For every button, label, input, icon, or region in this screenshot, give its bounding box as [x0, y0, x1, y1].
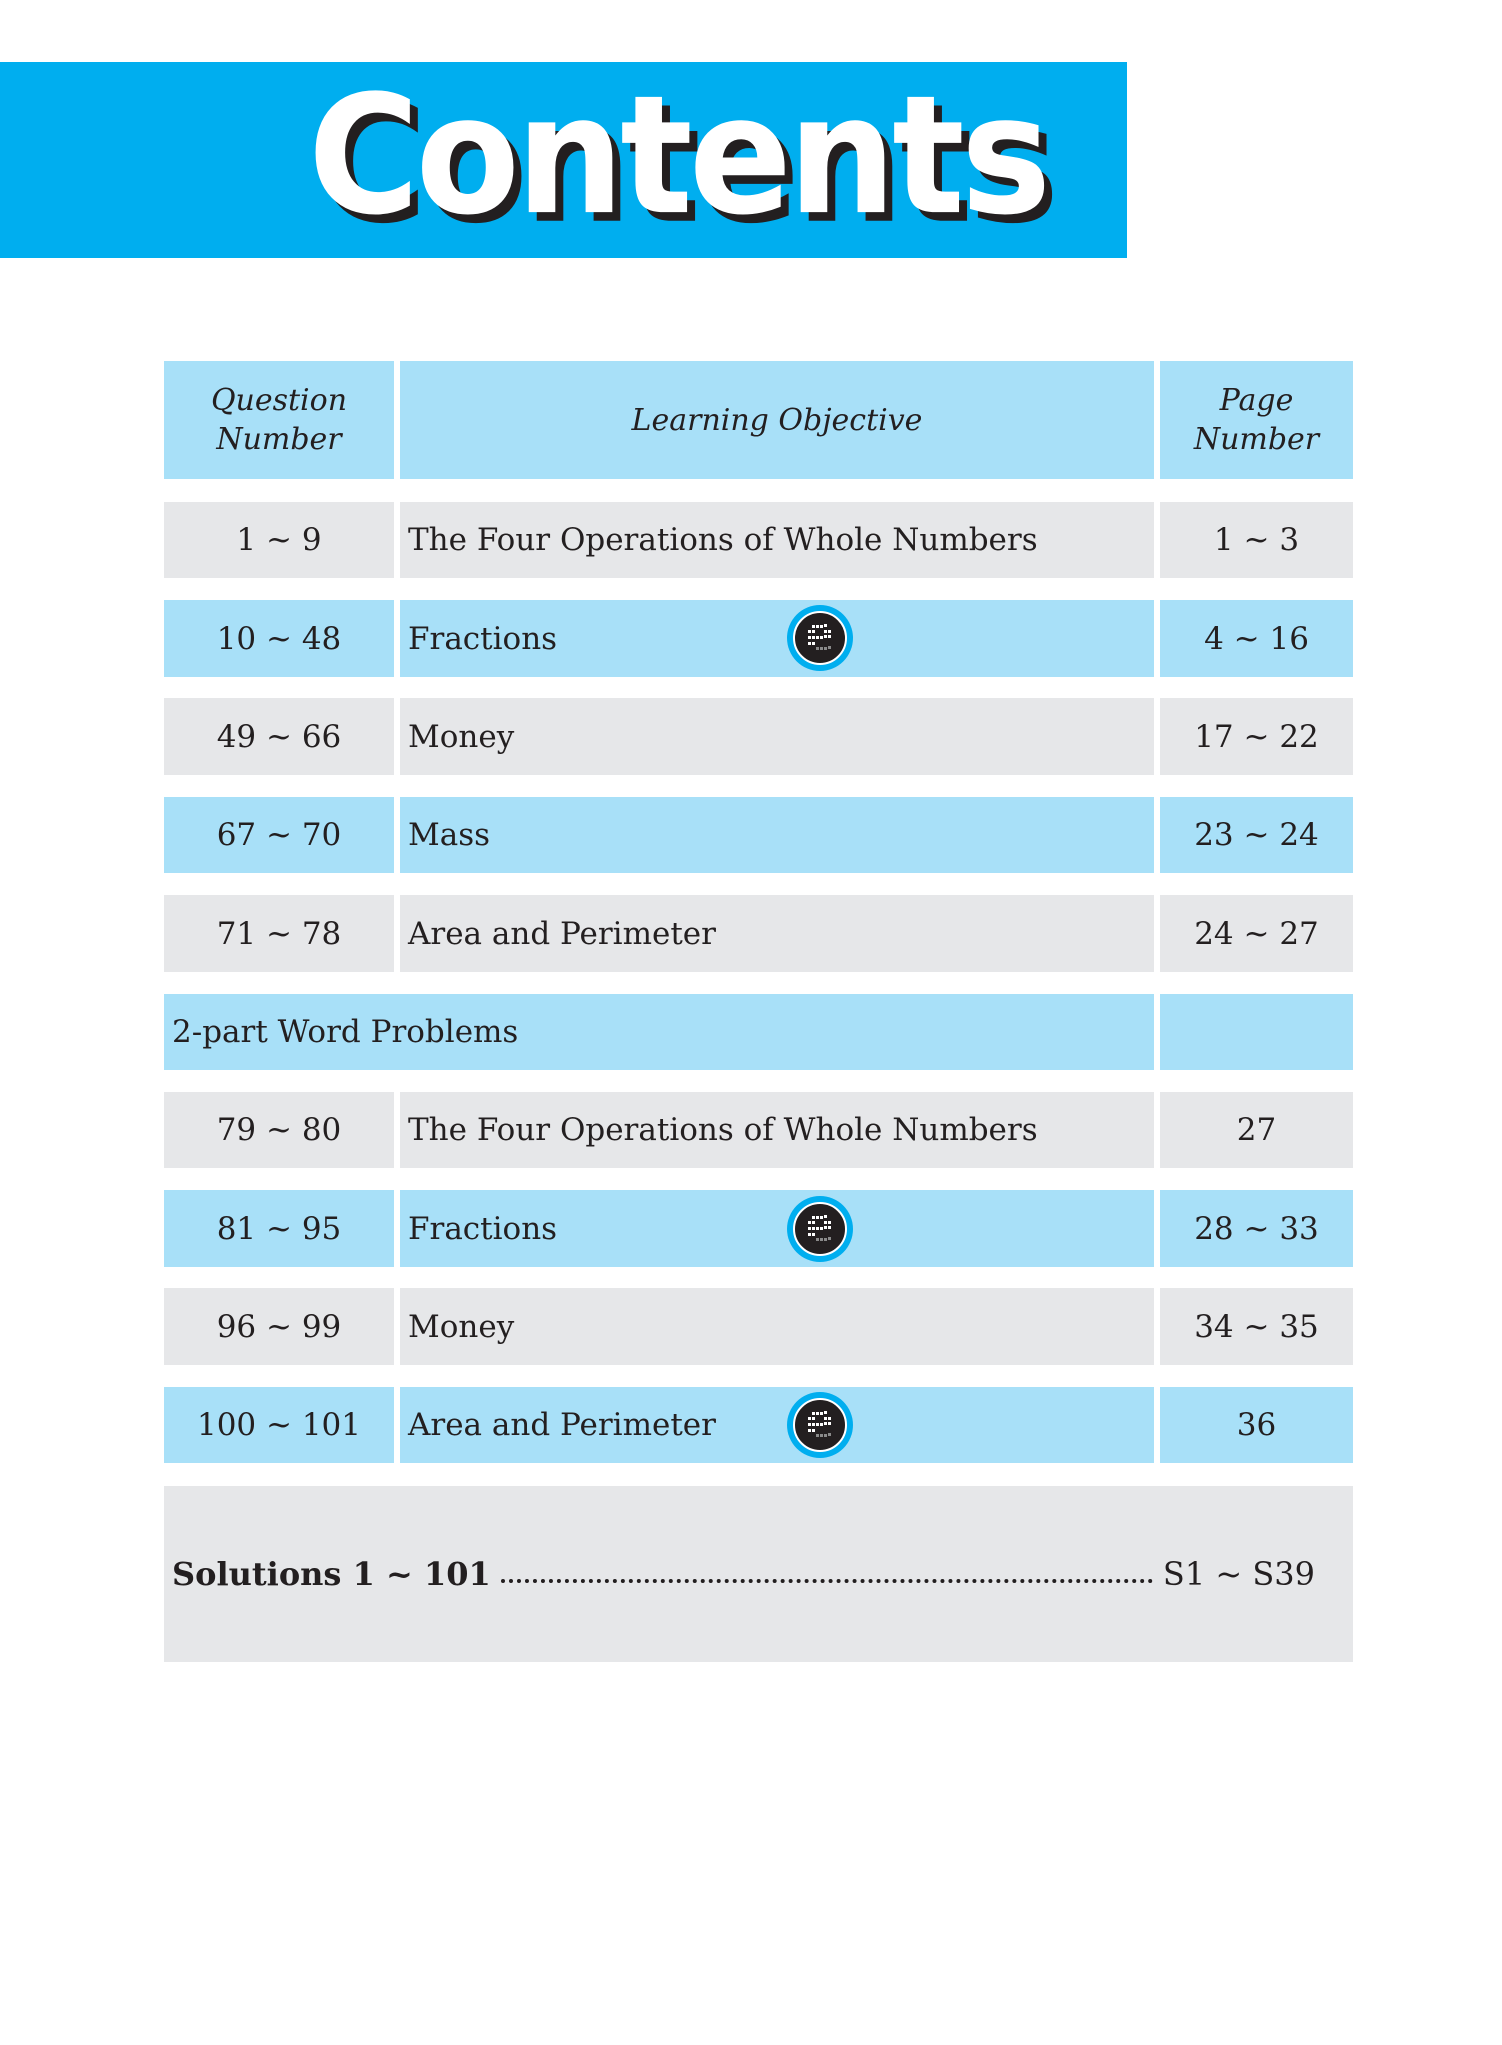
table-row-objective[interactable]: Area and Perimeter [400, 1387, 1154, 1463]
table-row-pages: 24 ~ 27 [1160, 895, 1353, 972]
pixel-grid-icon [802, 1407, 838, 1443]
table-row-objective[interactable]: Money [400, 1288, 1154, 1365]
table-row-questions: 96 ~ 99 [164, 1288, 394, 1365]
table-row-objective[interactable]: The Four Operations of Whole Numbers [400, 502, 1154, 578]
challenge-badge-icon [787, 1392, 853, 1458]
table-row-objective[interactable]: Mass [400, 797, 1154, 873]
table-row-objective[interactable]: Fractions [400, 1190, 1154, 1267]
solutions-entry[interactable] [164, 1486, 1353, 1662]
table-row-objective[interactable]: Money [400, 698, 1154, 775]
table-row-pages: 4 ~ 16 [1160, 600, 1353, 677]
header-question-number [164, 361, 394, 479]
table-row-pages: 1 ~ 3 [1160, 502, 1353, 578]
table-row-pages: 34 ~ 35 [1160, 1288, 1353, 1365]
table-row-pages: 23 ~ 24 [1160, 797, 1353, 873]
challenge-badge-icon [787, 1196, 853, 1262]
table-row-pages: 17 ~ 22 [1160, 698, 1353, 775]
header-question-line2: Number [216, 422, 342, 457]
table-row-questions: 81 ~ 95 [164, 1190, 394, 1267]
table-row-questions: 10 ~ 48 [164, 600, 394, 677]
table-row-questions: 71 ~ 78 [164, 895, 394, 972]
section-heading-pages-empty [1160, 994, 1353, 1070]
challenge-badge-icon [787, 605, 853, 671]
table-row-questions: 79 ~ 80 [164, 1092, 394, 1168]
table-row-questions: 1 ~ 9 [164, 502, 394, 578]
table-row-questions: 100 ~ 101 [164, 1387, 394, 1463]
section-heading-2-part-word-problems: 2-part Word Problems [164, 994, 1154, 1070]
table-row-pages: 27 [1160, 1092, 1353, 1168]
solutions-pages: S1 ~ S39 [1162, 1555, 1315, 1593]
header-page-number [1160, 361, 1353, 479]
page-title: Contents [308, 59, 1048, 252]
table-row-pages: 28 ~ 33 [1160, 1190, 1353, 1267]
dot-leader [501, 1579, 1153, 1583]
pixel-grid-icon [802, 620, 838, 656]
header-page-line1: Page [1219, 383, 1294, 418]
header-page-line2: Number [1193, 422, 1320, 457]
pixel-grid-icon [802, 1211, 838, 1247]
table-row-objective[interactable]: The Four Operations of Whole Numbers [400, 1092, 1154, 1168]
solutions-label: Solutions 1 ~ 101 [172, 1555, 491, 1593]
table-row-objective[interactable]: Fractions [400, 600, 1154, 677]
table-row-objective[interactable]: Area and Perimeter [400, 895, 1154, 972]
header-question-line1: Question [210, 383, 348, 418]
table-row-questions: 49 ~ 66 [164, 698, 394, 775]
header-learning-objective: Learning Objective [400, 361, 1154, 479]
table-row-questions: 67 ~ 70 [164, 797, 394, 873]
table-row-pages: 36 [1160, 1387, 1353, 1463]
